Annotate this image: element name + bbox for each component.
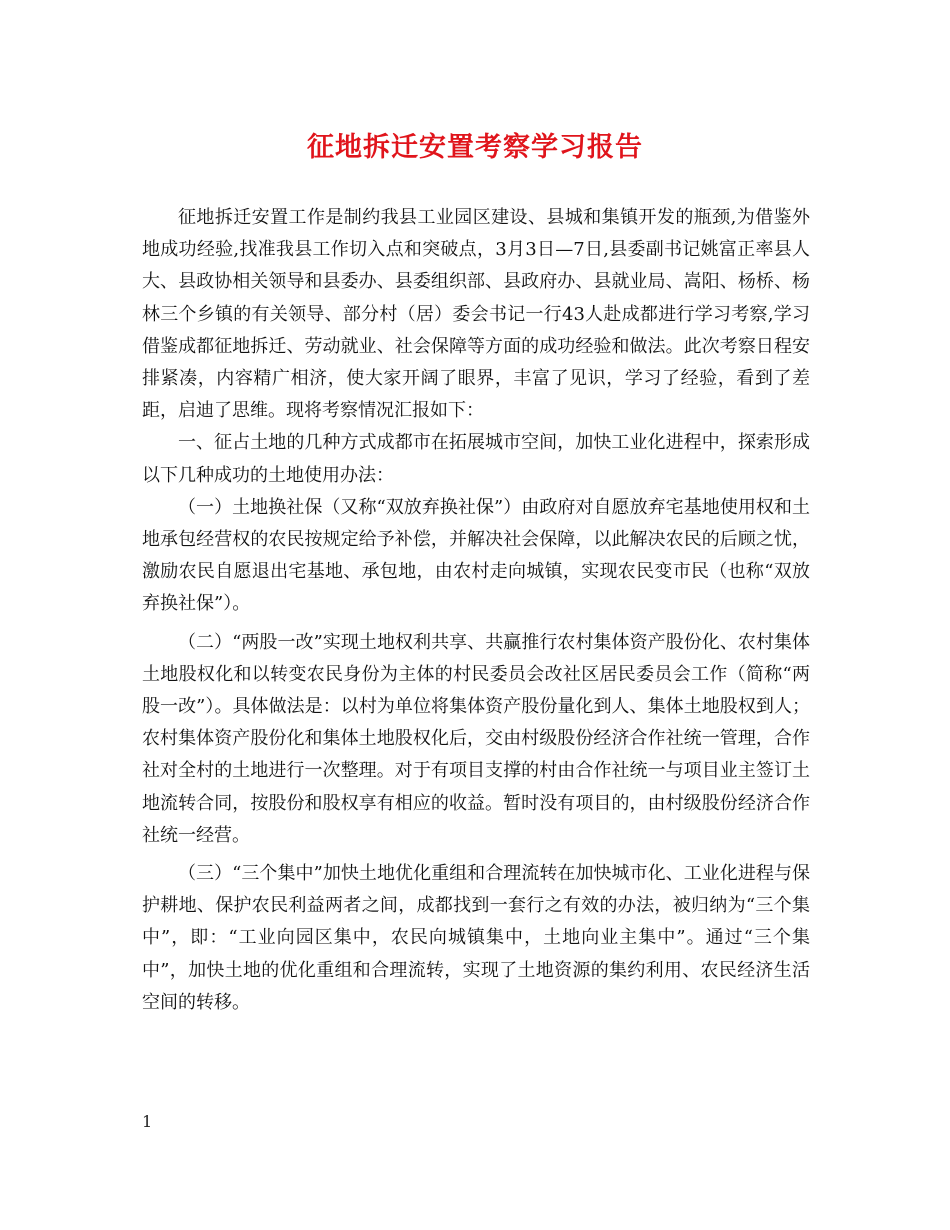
paragraph-item-one: （一）土地换社保（又称“双放弃换社保”）由政府对自愿放弃宅基地使用权和土地承包经营权的农民按规定给予补偿，并解决社会保障，以此解决农民的后顾之忧，激励农民自愿退出宅基地、承包地，由农村走向城镇，实现农民变市民（也称“双放弃换社保”）。: [142, 496, 810, 615]
paragraph-section-one: 一、征占土地的几种方式成都市在拓展城市空间，加快工业化进程中，探索形成以下几种成功的土地使用办法：: [142, 432, 810, 486]
document-title: 征地拆迁安置考察学习报告: [307, 132, 643, 163]
paragraph-item-two: （二）“两股一改”实现土地权利共享、共赢推行农村集体资产股份化、农村集体土地股权化和以转变农民身份为主体的村民委员会改社区居民委员会工作（简称“两股一改”）。具体做法是：以村为单位将集体资产股份量化到人、集体土地股权到人；农村集体资产股份化和集体土地股权化后，交由村级股份经济合作社统一管理，合作社对全村的土地进行一次整理。对于有项目支撑的村由合作社统一与项目业主签订土地流转合同，按股份和股权享有相应的收益。暂时没有项目的，由村级股份经济合作社统一经营。: [142, 631, 810, 846]
page-number: 1: [142, 1112, 153, 1131]
paragraph-item-three: （三）“三个集中”加快土地优化重组和合理流转在加快城市化、工业化进程与保护耕地、保护农民利益两者之间，成都找到一套行之有效的办法，被归纳为“三个集中”，即：“工业向园区集中，农民向城镇集中，土地向业主集中”。通过“三个集中”，加快土地的优化重组和合理流转，实现了土地资源的集约利用、农民经济生活空间的转移。: [142, 863, 810, 1013]
document-body: [142, 202, 810, 1019]
paragraph-intro: 征地拆迁安置工作是制约我县工业园区建设、县城和集镇开发的瓶颈,为借鉴外地成功经验,找准我县工作切入点和突破点，3月3日—7日,县委副书记姚富正率县人大、县政协相关领导和县委办、县委组织部、县政府办、县就业局、嵩阳、杨桥、杨林三个乡镇的有关领导、部分村（居）委会书记一行43人赴成都进行学习考察,学习借鉴成都征地拆迁、劳动就业、社会保障等方面的成功经验和做法。此次考察日程安排紧凑，内容精广相济，使大家开阔了眼界，丰富了见识，学习了经验，看到了差距，启迪了思维。现将考察情况汇报如下：: [142, 207, 810, 422]
